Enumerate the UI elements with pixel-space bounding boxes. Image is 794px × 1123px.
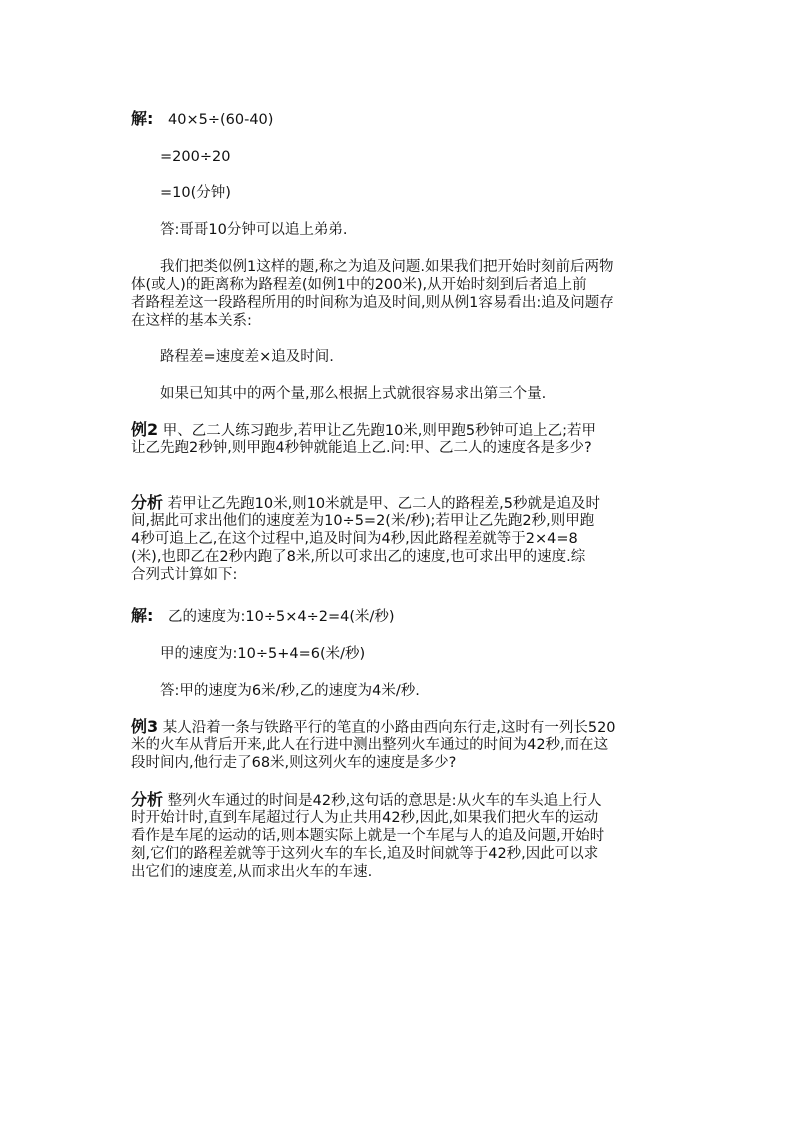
example-2-text: 甲、乙二人练习跑步,若甲让乙先跑10米,则甲跑5秒钟可追上乙;若甲 [162, 423, 597, 439]
analysis-2-line-3: 4秒可追上乙,在这个过程中,追及时间为4秒,因此路程差就等于2×4=8 [131, 531, 578, 547]
example-3-line-2: 米的火车从背后开来,此人在行进中测出整列火车通过的时间为42秒,而在这 [131, 737, 609, 753]
solution-1-answer: 答:哥哥10分钟可以追上弟弟. [160, 222, 348, 238]
solution-1-formula-line [131, 110, 273, 129]
solution-2-line-1 [131, 607, 395, 626]
analysis-3-label: 分析 [131, 790, 164, 809]
example-3-text: 某人沿着一条与铁路平行的笔直的小路由西向东行走,这时有一列长520 [162, 720, 616, 736]
solution-2-text: 乙的速度为:10÷5×4÷2=4(米/秒) [168, 609, 395, 625]
example-2-line-2: 让乙先跑2秒钟,则甲跑4秒钟就能追上乙.问:甲、乙二人的速度各是多少? [131, 440, 592, 456]
solution-1-step-1: =200÷20 [160, 149, 231, 165]
analysis-3-line-2: 时开始计时,直到车尾超过行人为止共用42秒,因此,如果我们把火车的运动 [131, 810, 599, 826]
analysis-2-line-5: 合列式计算如下: [131, 567, 238, 583]
solution-2-label: 解: [131, 606, 154, 625]
solution-2-answer: 答:甲的速度为6米/秒,乙的速度为4米/秒. [160, 683, 420, 699]
analysis-3-line-4: 刻,它们的路程差就等于这列火车的车长,追及时间就等于42秒,因此可以求 [131, 846, 599, 862]
analysis-3-line-3: 看作是车尾的运动的话,则本题实际上就是一个车尾与人的追及问题,开始时 [131, 828, 605, 844]
solution-2-line-2: 甲的速度为:10÷5+4=6(米/秒) [160, 646, 366, 662]
solution-1-step-2: =10(分钟) [160, 185, 231, 201]
analysis-3-line-5: 出它们的速度差,从而求出火车的车速. [131, 864, 373, 880]
basic-relation: 路程差=速度差×追及时间. [160, 349, 334, 365]
intro-line-4: 在这样的基本关系: [131, 313, 252, 329]
example-2-label: 例2 [131, 420, 159, 439]
example-3-label: 例3 [131, 717, 159, 736]
intro-line-1: 我们把类似例1这样的题,称之为追及问题.如果我们把开始时刻前后两物 [160, 259, 614, 275]
analysis-3-text: 整列火车通过的时间是42秒,这句话的意思是:从火车的车头追上行人 [167, 793, 602, 809]
analysis-3-line-1 [131, 791, 602, 810]
solution-label: 解: [131, 109, 154, 128]
analysis-2-line-1 [131, 494, 600, 513]
analysis-2-line-4: (米),也即乙在2秒内跑了8米,所以可求出乙的速度,也可求出甲的速度.综 [131, 549, 586, 565]
intro-line-3: 者路程差这一段路程所用的时间称为追及时间,则从例1容易看出:追及问题存 [131, 295, 614, 311]
example-3-line-3: 段时间内,他行走了68米,则这列火车的速度是多少? [131, 755, 457, 771]
analysis-2-line-2: 间,据此可求出他们的速度差为10÷5=2(米/秒);若甲让乙先跑2秒,则甲跑 [131, 513, 595, 529]
intro-note: 如果已知其中的两个量,那么根据上式就很容易求出第三个量. [160, 386, 547, 402]
example-2-line-1 [131, 421, 596, 440]
example-3-line-1 [131, 718, 616, 737]
intro-line-2: 体(或人)的距离称为路程差(如例1中的200米),从开始时刻到后者追上前 [131, 277, 587, 293]
analysis-2-label: 分析 [131, 493, 164, 512]
solution-formula: 40×5÷(60-40) [168, 112, 274, 128]
analysis-2-text: 若甲让乙先跑10米,则10米就是甲、乙二人的路程差,5秒就是追及时 [167, 496, 600, 512]
